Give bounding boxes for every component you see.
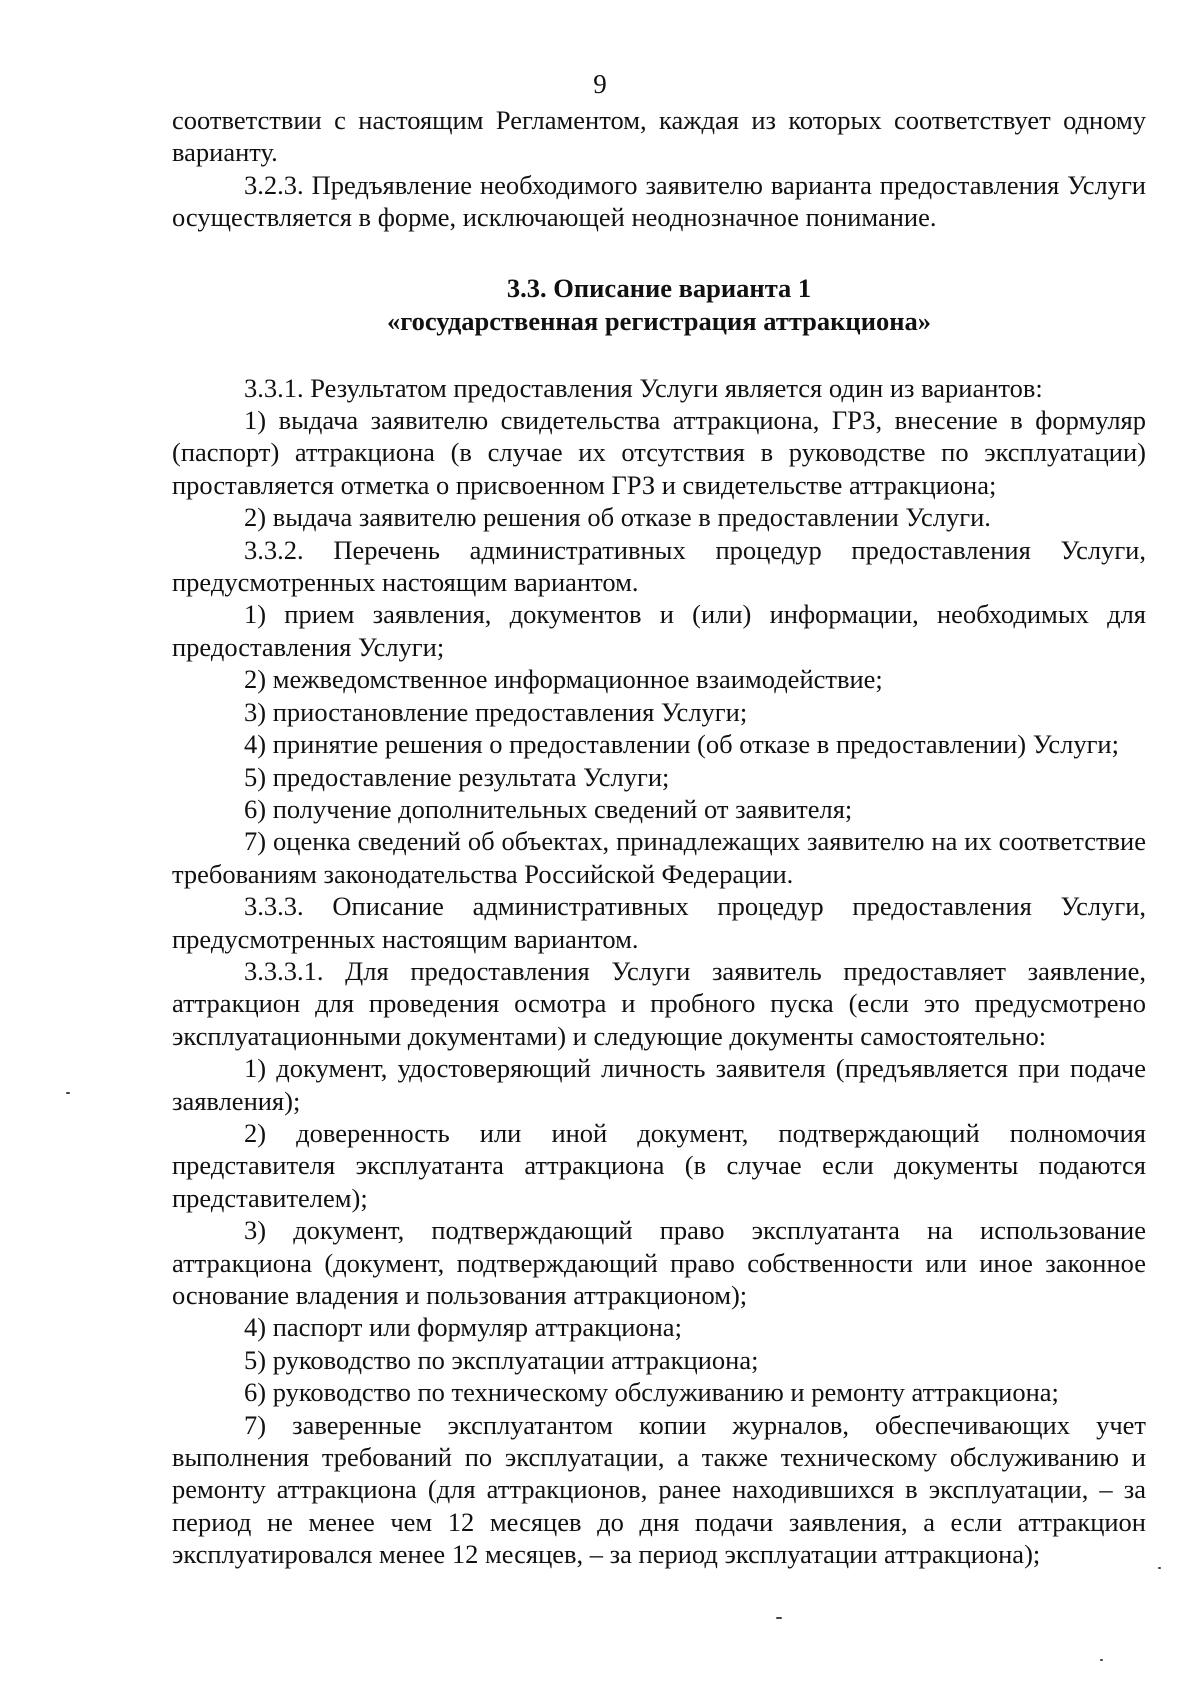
section-paragraph-3: 2) выдача заявителю решения об отказе в предоставлении Услуги.: [244, 502, 991, 533]
intro-paragraphs: [172, 104, 1146, 234]
section-paragraph-12: 3.3.3. Описание административных процедур предоставления Услуги, предусмотренных настоящим вариантом.: [172, 891, 1146, 954]
section-paragraph-10: 6) получение дополнительных сведений от заявителя;: [244, 793, 853, 824]
section-paragraph-18: 5) руководство по эксплуатации аттракциона;: [244, 1344, 759, 1375]
section-paragraph-15: 2) доверенность или иной документ, подтверждающий полномочия представителя эксплуатанта аттракциона (в случае если документы подаются представителем);: [172, 1117, 1146, 1213]
scan-speck: [1100, 1659, 1103, 1661]
section-paragraph-19: 6) руководство по техническому обслуживанию и ремонту аттракциона;: [244, 1377, 1059, 1408]
section-paragraph-7: 3) приостановление предоставления Услуги;: [244, 696, 748, 727]
scan-speck: [1158, 1567, 1161, 1569]
page-number: 9: [593, 69, 607, 99]
document-body: [172, 104, 1146, 1571]
section-paragraph-8: 4) принятие решения о предоставлении (об отказе в предоставлении) Услуги;: [244, 729, 1119, 760]
section-paragraph-16: 3) документ, подтверждающий право эксплуатанта на использование аттракциона (документ, подтверждающий право собственности или иное законное основание владения и пользования аттракционом);: [172, 1215, 1146, 1310]
section-heading-line-2: «государственная регистрация аттракциона»: [387, 305, 931, 336]
section-paragraph-14: 1) документ, удостоверяющий личность заявителя (предъявляется при подаче заявления);: [172, 1053, 1146, 1116]
intro-paragraph-1: соответствии с настоящим Регламентом, каждая из которых соответствует одному варианту.: [172, 105, 1146, 168]
scan-speck: [66, 1092, 70, 1094]
section-paragraphs: [172, 372, 1146, 1571]
section-paragraph-4: 3.3.2. Перечень административных процедур предоставления Услуги, предусмотренных настоящим вариантом.: [172, 534, 1146, 598]
scan-speck: [776, 1617, 782, 1619]
section-heading: [172, 272, 1146, 338]
section-paragraph-17: 4) паспорт или формуляр аттракциона;: [244, 1312, 682, 1343]
section-paragraph-13: 3.3.3.1. Для предоставления Услуги заявитель предоставляет заявление, аттракцион для проведения осмотра и пробного пуска (если это предусмотрено эксплуатационными документами) и следующие документы самостоятельно:: [172, 955, 1146, 1051]
section-paragraph-20: 7) заверенные эксплуатантом копии журналов, обеспечивающих учет выполнения требований по эксплуатации, а также техническому обслуживанию и ремонту аттракциона (для аттракционов, ранее находившихся в эксплуатации, – за период не менее чем 12 месяцев до дня подачи заявления, а если аттракцион эксплуатировался менее 12 месяцев, – за период эксплуатации аттракциона);: [172, 1409, 1146, 1570]
section-paragraph-9: 5) предоставление результата Услуги;: [244, 761, 670, 792]
section-paragraph-1: 3.3.1. Результатом предоставления Услуги является один из вариантов:: [244, 372, 1043, 403]
section-paragraph-2: 1) выдача заявителю свидетельства аттракциона, ГРЗ, внесение в формуляр (паспорт) аттракциона (в случае их отсутствия в руководстве по эксплуатации) проставляется отметка о присвоенном ГРЗ и свидетельстве аттракциона;: [172, 405, 1146, 500]
intro-paragraph-2: 3.2.3. Предъявление необходимого заявителю варианта предоставления Услуги осуществляется в форме, исключающей неоднозначное понимание.: [172, 169, 1146, 233]
section-paragraph-5: 1) прием заявления, документов и (или) информации, необходимых для предоставления Услуги;: [172, 599, 1146, 662]
section-heading-line-1: 3.3. Описание варианта 1: [506, 272, 812, 303]
section-paragraph-11: 7) оценка сведений об объектах, принадлежащих заявителю на их соответствие требованиям законодательства Российской Федерации.: [172, 826, 1146, 889]
section-paragraph-6: 2) межведомственное информационное взаимодействие;: [244, 664, 883, 695]
